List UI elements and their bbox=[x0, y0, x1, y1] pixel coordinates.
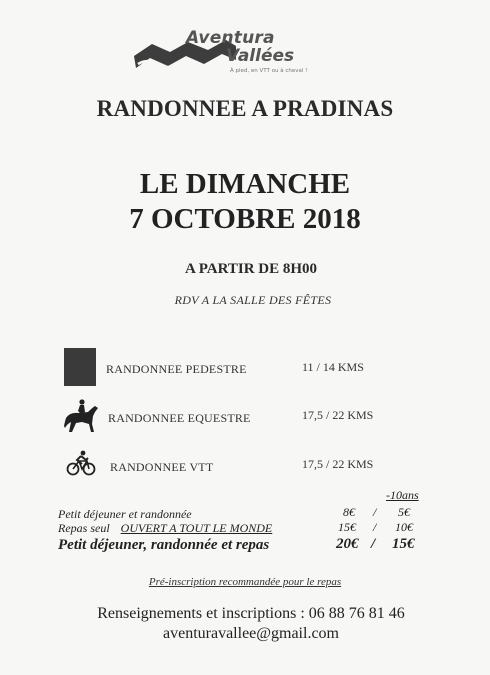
child-price: 10€ bbox=[395, 520, 413, 534]
start-time: A PARTIR DE 8H00 bbox=[184, 261, 318, 277]
event-title: RANDONNEE A PRADINAS bbox=[96, 96, 394, 121]
logo-tagline: À pied, en VTT ou à cheval ! bbox=[230, 68, 308, 74]
activity-distance: 17,5 / 22 KMS bbox=[302, 408, 374, 422]
contact-phone: Renseignements et inscriptions : 06 88 76 81 46 bbox=[97, 605, 405, 622]
price-separator: / bbox=[373, 520, 377, 534]
child-price-header: -10ans bbox=[386, 488, 419, 502]
price-row bbox=[58, 507, 192, 522]
activity-label: RANDONNEE VTT bbox=[110, 460, 214, 474]
contact-email: aventuravallee@gmail.com bbox=[163, 625, 339, 642]
meeting-point: RDV A LA SALLE DES FÊTES bbox=[174, 293, 332, 307]
price-note: OUVERT A TOUT LE MONDE bbox=[120, 521, 273, 535]
cyclist-icon bbox=[66, 450, 96, 476]
price-label: Petit déjeuner, randonnée et repas bbox=[58, 537, 270, 553]
child-price: 5€ bbox=[398, 505, 410, 519]
price-row bbox=[58, 521, 272, 536]
horse-rider-icon bbox=[62, 398, 100, 434]
logo bbox=[130, 26, 370, 84]
price-row bbox=[58, 537, 269, 554]
price-label: Repas seul bbox=[58, 521, 110, 535]
event-day: LE DIMANCHE bbox=[139, 168, 351, 200]
logo-name-line1: Aventura bbox=[186, 28, 275, 48]
adult-price: 20€ bbox=[336, 536, 359, 552]
child-price: 15€ bbox=[392, 536, 415, 552]
hiker-icon bbox=[64, 348, 96, 386]
adult-price: 15€ bbox=[338, 520, 356, 534]
price-label: Petit déjeuner et randonnée bbox=[58, 507, 192, 521]
activity-distance: 11 / 14 KMS bbox=[302, 360, 364, 374]
preregistration-note: Pré-inscription recommandée pour le repas bbox=[148, 576, 342, 588]
event-date: 7 OCTOBRE 2018 bbox=[129, 203, 361, 235]
logo-name-line2: Vallées bbox=[226, 46, 295, 66]
adult-price: 8€ bbox=[343, 505, 355, 519]
price-separator: / bbox=[373, 505, 377, 519]
activity-distance: 17,5 / 22 KMS bbox=[302, 457, 374, 471]
activity-label: RANDONNEE EQUESTRE bbox=[108, 411, 251, 425]
activity-label: RANDONNEE PEDESTRE bbox=[106, 362, 247, 376]
price-separator: / bbox=[371, 536, 376, 552]
